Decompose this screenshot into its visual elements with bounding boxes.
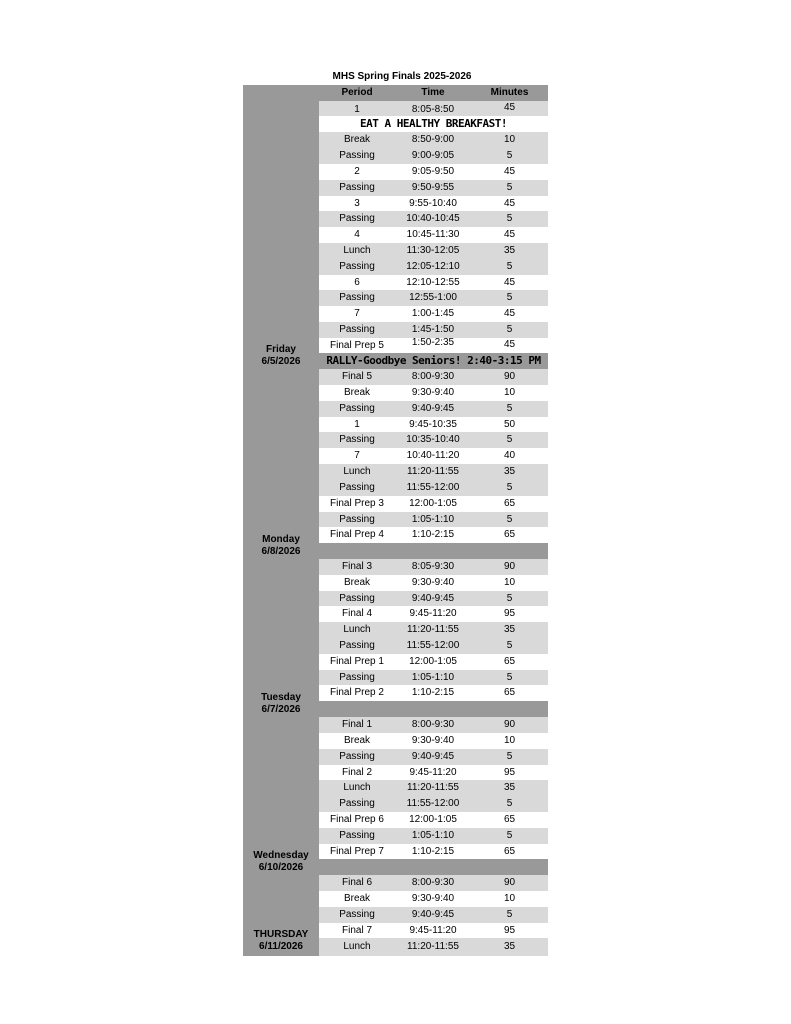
time-cell: 8:00-9:30	[411, 877, 455, 888]
day-divider	[319, 701, 548, 717]
table-row	[319, 875, 548, 891]
time-cell: 8:50-9:00	[411, 134, 455, 145]
period-cell: Lunch	[343, 782, 371, 793]
time-cell: 9:30-9:40	[411, 387, 455, 398]
table-row	[319, 559, 548, 575]
period-cell: Passing	[339, 482, 375, 493]
day-name: THURSDAY	[253, 929, 309, 940]
period-cell: Final 5	[341, 371, 372, 382]
minutes-cell: 65	[503, 498, 516, 509]
time-cell: 8:00-9:30	[411, 371, 455, 382]
table-row	[319, 717, 548, 733]
table-row	[319, 227, 548, 243]
period-cell: Passing	[339, 403, 375, 414]
minutes-cell: 90	[503, 371, 516, 382]
period-cell: Passing	[339, 150, 375, 161]
time-cell: 9:45-11:20	[409, 767, 457, 778]
period-cell: Final Prep 7	[330, 846, 384, 857]
table-row	[319, 638, 548, 654]
time-cell: 11:20-11:55	[407, 624, 459, 635]
time-cell: 12:00-1:05	[409, 498, 457, 509]
minutes-cell: 5	[506, 830, 513, 841]
table-row	[319, 654, 548, 670]
minutes-cell: 5	[506, 261, 513, 272]
time-cell: 11:20-11:55	[407, 941, 459, 952]
period-cell: Passing	[339, 751, 375, 762]
minutes-cell: 10	[503, 893, 516, 904]
minutes-cell: 40	[503, 450, 516, 461]
table-row	[319, 591, 548, 607]
time-cell: 12:10-12:55	[406, 277, 460, 288]
minutes-cell: 95	[503, 767, 516, 778]
minutes-cell: 90	[503, 719, 516, 730]
time-cell: 12:00-1:05	[409, 656, 457, 667]
minutes-cell: 45	[503, 229, 516, 240]
time-cell: 9:40-9:45	[411, 593, 455, 604]
period-cell: Final 6	[341, 877, 372, 888]
minutes-cell: 45	[503, 277, 516, 288]
time-cell: 9:40-9:45	[411, 751, 455, 762]
period-cell: Break	[343, 134, 371, 145]
table-row	[319, 243, 548, 259]
period-cell: Lunch	[343, 245, 371, 256]
header-minutes: Minutes	[490, 87, 529, 98]
minutes-cell: 10	[503, 577, 516, 588]
day-name: Tuesday	[261, 692, 301, 703]
time-cell: 11:30-12:05	[406, 245, 460, 256]
time-cell: 1:45-1:50	[411, 324, 455, 335]
minutes-cell: 45	[503, 198, 516, 209]
period-cell: Break	[343, 893, 371, 904]
day-label-wednesday	[243, 850, 319, 874]
minutes-cell: 35	[503, 782, 516, 793]
time-cell: 9:40-9:45	[411, 909, 455, 920]
table-row	[319, 401, 548, 417]
minutes-cell: 90	[503, 561, 516, 572]
day-name: Monday	[262, 534, 300, 545]
day-date: 6/11/2026	[259, 941, 303, 952]
time-cell: 1:00-1:45	[411, 308, 455, 319]
time-cell: 1:50-2:35	[411, 337, 455, 348]
day-date: 6/10/2026	[258, 862, 304, 873]
time-cell: 9:05-9:50	[411, 166, 455, 177]
time-cell: 12:55-1:00	[409, 292, 457, 303]
time-cell: 10:40-10:45	[406, 213, 460, 224]
minutes-cell: 65	[503, 529, 516, 540]
period-cell: Passing	[339, 798, 375, 809]
period-cell: Passing	[339, 182, 375, 193]
minutes-cell: 5	[506, 150, 513, 161]
header-time: Time	[421, 87, 445, 98]
time-cell: 12:05-12:10	[406, 261, 460, 272]
time-cell: 9:30-9:40	[411, 893, 455, 904]
minutes-cell: 5	[506, 514, 513, 525]
time-cell: 8:00-9:30	[411, 719, 455, 730]
day-column	[243, 85, 319, 956]
table-header	[319, 85, 548, 101]
day-date: 6/8/2026	[261, 546, 301, 557]
minutes-cell: 45	[503, 308, 516, 319]
time-cell: 11:55-12:00	[406, 640, 460, 651]
period-cell: Passing	[339, 830, 375, 841]
minutes-cell: 35	[503, 941, 516, 952]
time-cell: 11:55-12:00	[406, 798, 460, 809]
minutes-cell: 5	[506, 292, 513, 303]
minutes-cell: 45	[503, 102, 516, 113]
minutes-cell: 65	[503, 687, 516, 698]
period-cell: Passing	[339, 434, 375, 445]
period-cell: Final Prep 3	[330, 498, 384, 509]
time-cell: 9:45-10:35	[409, 419, 457, 430]
period-cell: Final Prep 2	[330, 687, 384, 698]
minutes-cell: 35	[503, 245, 516, 256]
period-cell: Break	[343, 735, 371, 746]
time-cell: 8:05-8:50	[411, 104, 455, 115]
table-row	[319, 148, 548, 164]
table-row	[319, 496, 548, 512]
period-cell: Lunch	[343, 624, 371, 635]
period-cell: Passing	[339, 909, 375, 920]
period-cell: Final 4	[341, 608, 372, 619]
table-row	[319, 844, 548, 860]
minutes-cell: 35	[503, 624, 516, 635]
minutes-cell: 5	[506, 751, 513, 762]
table-row	[319, 275, 548, 291]
minutes-cell: 5	[506, 909, 513, 920]
table-row	[319, 322, 548, 338]
period-cell: 1	[354, 104, 360, 115]
table-row	[319, 132, 548, 148]
period-cell: Passing	[339, 593, 375, 604]
period-cell: Passing	[339, 324, 375, 335]
table-row	[319, 385, 548, 401]
table-row	[319, 828, 548, 844]
time-cell: 10:40-11:20	[406, 450, 460, 461]
minutes-cell: 65	[503, 814, 516, 825]
minutes-cell: 5	[506, 672, 513, 683]
day-label-monday	[243, 534, 319, 558]
table-row	[319, 369, 548, 385]
table-row	[319, 938, 548, 956]
time-cell: 11:20-11:55	[407, 782, 459, 793]
time-cell: 1:10-2:15	[411, 846, 455, 857]
table-row	[319, 259, 548, 275]
minutes-cell: 10	[503, 387, 516, 398]
period-cell: 4	[354, 229, 360, 240]
table-row	[319, 812, 548, 828]
minutes-cell: 5	[506, 434, 513, 445]
period-cell: Break	[343, 387, 371, 398]
minutes-cell: 45	[503, 166, 516, 177]
table-row	[319, 670, 548, 686]
minutes-cell: 10	[503, 134, 516, 145]
period-cell: Final Prep 6	[330, 814, 384, 825]
day-label-thursday	[243, 929, 319, 953]
time-cell: 1:05-1:10	[411, 672, 455, 683]
period-cell: Final Prep 1	[330, 656, 384, 667]
period-cell: 6	[354, 277, 360, 288]
table-row	[319, 923, 548, 939]
table-row	[319, 685, 548, 701]
minutes-cell: 95	[503, 925, 516, 936]
period-cell: 7	[354, 450, 360, 461]
table-row	[319, 512, 548, 528]
table-row	[319, 907, 548, 923]
page-title: MHS Spring Finals 2025-2026	[332, 71, 472, 82]
minutes-cell: 5	[506, 640, 513, 651]
table-row	[319, 480, 548, 496]
time-cell: 9:40-9:45	[411, 403, 455, 414]
table-row	[319, 749, 548, 765]
period-cell: Break	[343, 577, 371, 588]
time-cell: 9:00-9:05	[411, 150, 455, 161]
table-row	[319, 432, 548, 448]
period-cell: Final Prep 4	[330, 529, 384, 540]
period-cell: Passing	[339, 292, 375, 303]
table-row	[319, 733, 548, 749]
table-row	[319, 527, 548, 543]
day-label-friday	[243, 344, 319, 368]
time-cell: 10:35-10:40	[406, 434, 460, 445]
time-cell: 8:05-9:30	[411, 561, 455, 572]
minutes-cell: 95	[503, 608, 516, 619]
time-cell: 9:55-10:40	[409, 198, 457, 209]
table-row	[319, 622, 548, 638]
period-cell: Lunch	[343, 941, 371, 952]
time-cell: 9:50-9:55	[411, 182, 455, 193]
breakfast-banner: EAT A HEALTHY BREAKFAST!	[319, 116, 548, 131]
minutes-cell: 90	[503, 877, 516, 888]
table-row	[319, 891, 548, 907]
rally-banner: RALLY-Goodbye Seniors! 2:40-3:15 PM	[319, 353, 548, 369]
day-label-tuesday	[243, 692, 319, 716]
table-row	[319, 765, 548, 781]
time-cell: 11:55-12:00	[406, 482, 460, 493]
period-cell: Final 1	[341, 719, 372, 730]
table-row	[319, 780, 548, 796]
time-cell: 1:05-1:10	[411, 514, 455, 525]
table-row	[319, 211, 548, 227]
period-cell: Final 3	[341, 561, 372, 572]
time-cell: 9:30-9:40	[411, 735, 455, 746]
time-cell: 1:10-2:15	[411, 529, 455, 540]
minutes-cell: 35	[503, 466, 516, 477]
time-cell: 9:30-9:40	[411, 577, 455, 588]
period-cell: Lunch	[343, 466, 371, 477]
period-cell: 2	[354, 166, 360, 177]
minutes-cell: 45	[503, 339, 516, 350]
period-cell: Passing	[339, 514, 375, 525]
minutes-cell: 10	[503, 735, 516, 746]
period-cell: 3	[354, 198, 360, 209]
table-row	[319, 196, 548, 212]
time-cell: 9:45-11:20	[409, 925, 457, 936]
period-cell: Passing	[339, 640, 375, 651]
table-row	[319, 464, 548, 480]
header-period: Period	[341, 87, 373, 98]
minutes-cell: 65	[503, 846, 516, 857]
time-cell: 1:10-2:15	[411, 687, 455, 698]
minutes-cell: 5	[506, 593, 513, 604]
minutes-cell: 5	[506, 213, 513, 224]
day-date: 6/7/2026	[261, 704, 301, 715]
table-row	[319, 606, 548, 622]
day-name: Wednesday	[253, 850, 309, 861]
table-row	[319, 448, 548, 464]
table-row	[319, 306, 548, 322]
table-row	[319, 338, 548, 353]
day-date: 6/5/2026	[261, 356, 301, 367]
minutes-cell: 50	[503, 419, 516, 430]
time-cell: 12:00-1:05	[409, 814, 457, 825]
table-row	[319, 164, 548, 180]
table-row	[319, 180, 548, 196]
period-cell: Final Prep 5	[330, 340, 384, 351]
period-cell: Passing	[339, 213, 375, 224]
minutes-cell: 5	[506, 324, 513, 335]
table-row	[319, 417, 548, 433]
minutes-cell: 5	[506, 482, 513, 493]
period-cell: Passing	[339, 261, 375, 272]
day-divider	[319, 543, 548, 559]
table-row	[319, 101, 548, 116]
table-row	[319, 575, 548, 591]
period-cell: 7	[354, 308, 360, 319]
minutes-cell: 5	[506, 798, 513, 809]
period-cell: Final 2	[341, 767, 372, 778]
table-row	[319, 796, 548, 812]
day-divider	[319, 859, 548, 875]
table-row	[319, 290, 548, 306]
minutes-cell: 65	[503, 656, 516, 667]
time-cell: 9:45-11:20	[409, 608, 457, 619]
time-cell: 1:05-1:10	[411, 830, 455, 841]
minutes-cell: 5	[506, 182, 513, 193]
minutes-cell: 5	[506, 403, 513, 414]
time-cell: 10:45-11:30	[406, 229, 460, 240]
period-cell: Final 7	[341, 925, 372, 936]
period-cell: Passing	[339, 672, 375, 683]
period-cell: 1	[354, 419, 360, 430]
time-cell: 11:20-11:55	[407, 466, 459, 477]
day-name: Friday	[265, 344, 296, 355]
